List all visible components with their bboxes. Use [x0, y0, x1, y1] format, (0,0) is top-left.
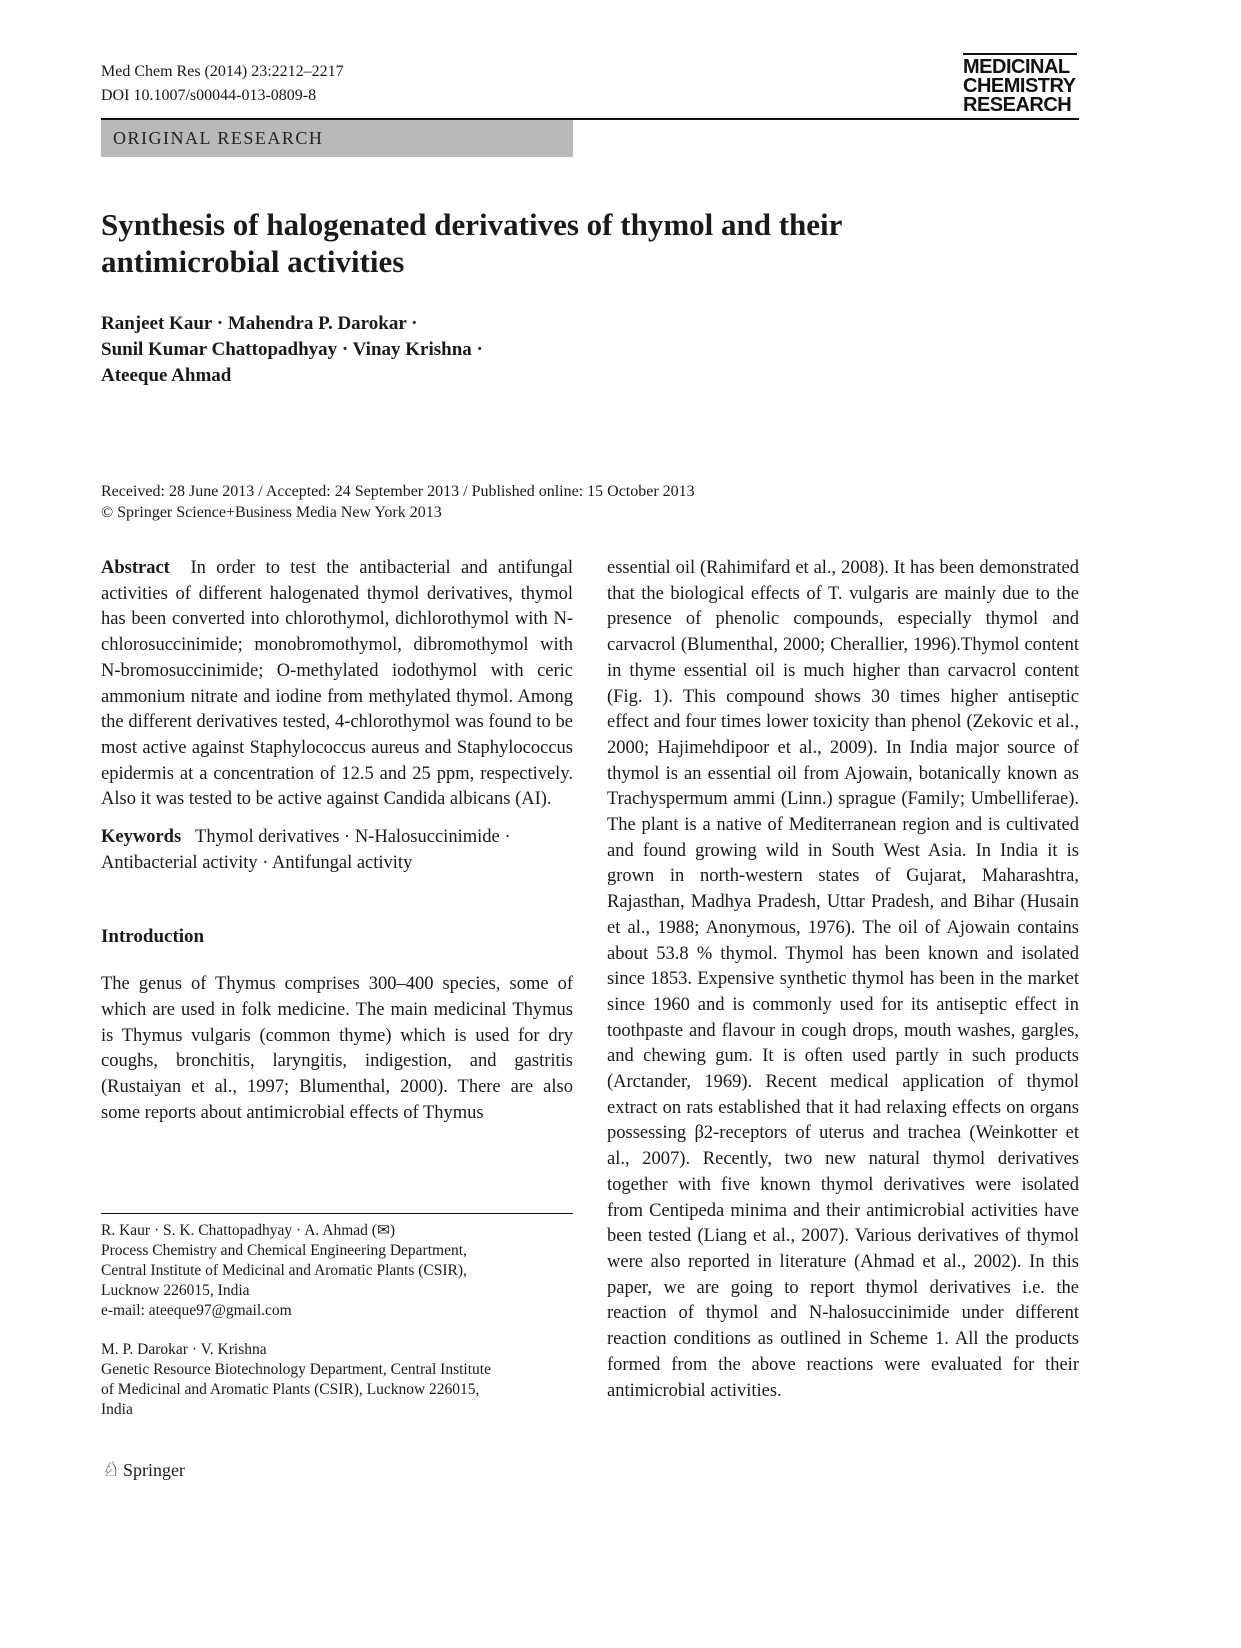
affiliation-line: of Medicinal and Aromatic Plants (CSIR), Lucknow 226015,: [101, 1381, 480, 1398]
affiliations: [101, 1221, 573, 1420]
logo-line-1: MEDICINAL: [963, 56, 1070, 78]
affiliation-line: Genetic Resource Biotechnology Department, Central Institute: [101, 1361, 491, 1378]
article-doi: DOI 10.1007/s00044-013-0809-8: [101, 87, 317, 104]
abstract: [101, 556, 573, 813]
history-dates: Received: 28 June 2013 / Accepted: 24 September 2013 / Published online: 15 October 2013: [101, 483, 695, 500]
title-line-1: Synthesis of halogenated derivatives of thymol and their: [101, 207, 843, 242]
publisher-name: Springer: [122, 1460, 185, 1480]
author-line-1: Ranjeet Kaur · Mahendra P. Darokar ·: [101, 313, 418, 334]
introduction-left-text: The genus of Thymus comprises 300–400 species, some of which are used in folk medicine. The main medicinal Thymus is Thymus vulgaris (common thyme) which is used for dry coughs, bronchitis, laryngitis, indigestion, and gastritis (Rustaiyan et al., 1997; Blumenthal, 2000). There are also some reports about antimicrobial effects of Thymus: [101, 974, 573, 1123]
publisher-footer: [101, 1458, 185, 1482]
footnote-rule: [101, 1213, 573, 1214]
logo-rule: [963, 53, 1077, 55]
logo-line-2: CHEMISTRY: [963, 75, 1076, 97]
affiliation-names: R. Kaur · S. K. Chattopadhyay · A. Ahmad (✉): [101, 1222, 396, 1239]
title-line-2: antimicrobial activities: [101, 244, 405, 279]
copyright: © Springer Science+Business Media New York 2013: [101, 504, 442, 521]
affiliation-email[interactable]: e-mail: ateeque97@gmail.com: [101, 1302, 292, 1319]
author-line-3: Ateeque Ahmad: [101, 365, 232, 386]
affiliation-2: [101, 1340, 573, 1420]
journal-logo: [963, 53, 1083, 115]
springer-horse-icon: ♘: [101, 1459, 119, 1481]
keywords-label: Keywords: [101, 827, 182, 848]
left-column: [101, 556, 573, 1126]
journal-citation: Med Chem Res (2014) 23:2212–2217: [101, 63, 344, 80]
affiliation-1: [101, 1221, 573, 1321]
abstract-text: In order to test the antibacterial and antifungal activities of different halogenated thymol derivatives, thymol has been converted into chlorothymol, dichlorothymol with N-chlorosuccinimide; monobromothymol, dibromothymol with N-bromosuccinimide; O-methylated iodothymol with ceric ammonium nitrate and iodine from methylated thymol. Among the different derivatives tested, 4-chlorothymol was found to be most active against Staphylococcus aureus and Staphylococcus epidermis at a concentration of 12.5 and 25 ppm, respectively. Also it was tested to be active against Candida albicans (AI).: [101, 558, 574, 810]
affiliation-line: India: [101, 1401, 133, 1418]
introduction-heading: Introduction: [101, 926, 205, 948]
affiliation-line: Central Institute of Medicinal and Aromatic Plants (CSIR),: [101, 1262, 467, 1279]
keywords: [101, 825, 573, 876]
logo-line-3: RESEARCH: [963, 94, 1072, 116]
affiliation-line: Process Chemistry and Chemical Engineering Department,: [101, 1242, 467, 1259]
author-list: [101, 311, 801, 389]
article-title: [101, 206, 1081, 280]
affiliation-line: Lucknow 226015, India: [101, 1282, 250, 1299]
affiliation-names: M. P. Darokar · V. Krishna: [101, 1341, 267, 1358]
author-line-2: Sunil Kumar Chattopadhyay · Vinay Krishna ·: [101, 339, 483, 360]
right-column: [607, 556, 1079, 1404]
section-tag: ORIGINAL RESEARCH: [101, 120, 573, 157]
keywords-text: Thymol derivatives · N-Halosuccinimide · Antibacterial activity · Antifungal activity: [101, 827, 511, 873]
abstract-label: Abstract: [101, 558, 170, 578]
article-dates: [101, 481, 1081, 523]
introduction-right-text: essential oil (Rahimifard et al., 2008). It has been demonstrated that the biological effects of T. vulgaris are mainly due to the presence of phenolic compounds, especially thymol and carvacrol (Blumenthal, 2000; Cherallier, 1996).Thymol content in thyme essential oil is much higher than carvacrol content (Fig. 1). This compound shows 30 times higher antiseptic effect and four times lower toxicity than phenol (Zekovic et al., 2000; Hajimehdipoor et al., 2009). In India major source of thymol is an essential oil from Ajowain, botanically known as Trachyspermum ammi (Linn.) sprague (Family; Umbelliferae). The plant is a native of Mediterranean region and is cultivated and found growing wild in South West Asia. In India it is grown in north-western states of Gujarat, Maharashtra, Rajasthan, Madhya Pradesh, Uttar Pradesh, and Bihar (Husain et al., 1988; Anonymous, 1976). The oil of Ajowain contains about 53.8 % thymol. Thymol has been known and isolated since 1853. Expensive synthetic thymol has been in the market since 1960 and is commonly used for its antiseptic effect in toothpaste and flavour in cough drops, mouth washes, gargles, and chewing gum. It is often used partly in such products (Arctander, 1969). Recent medical application of thymol extract on rats established that it had relaxing effects on organs possessing β2-receptors of uterus and trachea (Weinkotter et al., 2007). Recently, two new natural thymol derivatives together with five known thymol derivatives were isolated from Centipeda minima and their antimicrobial activities have been tested (Liang et al., 2007). Various derivatives of thymol were also reported in literature (Ahmad et al., 2002). In this paper, we are going to report thymol derivatives i.e. the reaction of thymol and N-halosuccinimide under different reaction conditions as outlined in Scheme 1. All the products formed from the above reactions were evaluated for their antimicrobial activities.: [607, 558, 1079, 1401]
